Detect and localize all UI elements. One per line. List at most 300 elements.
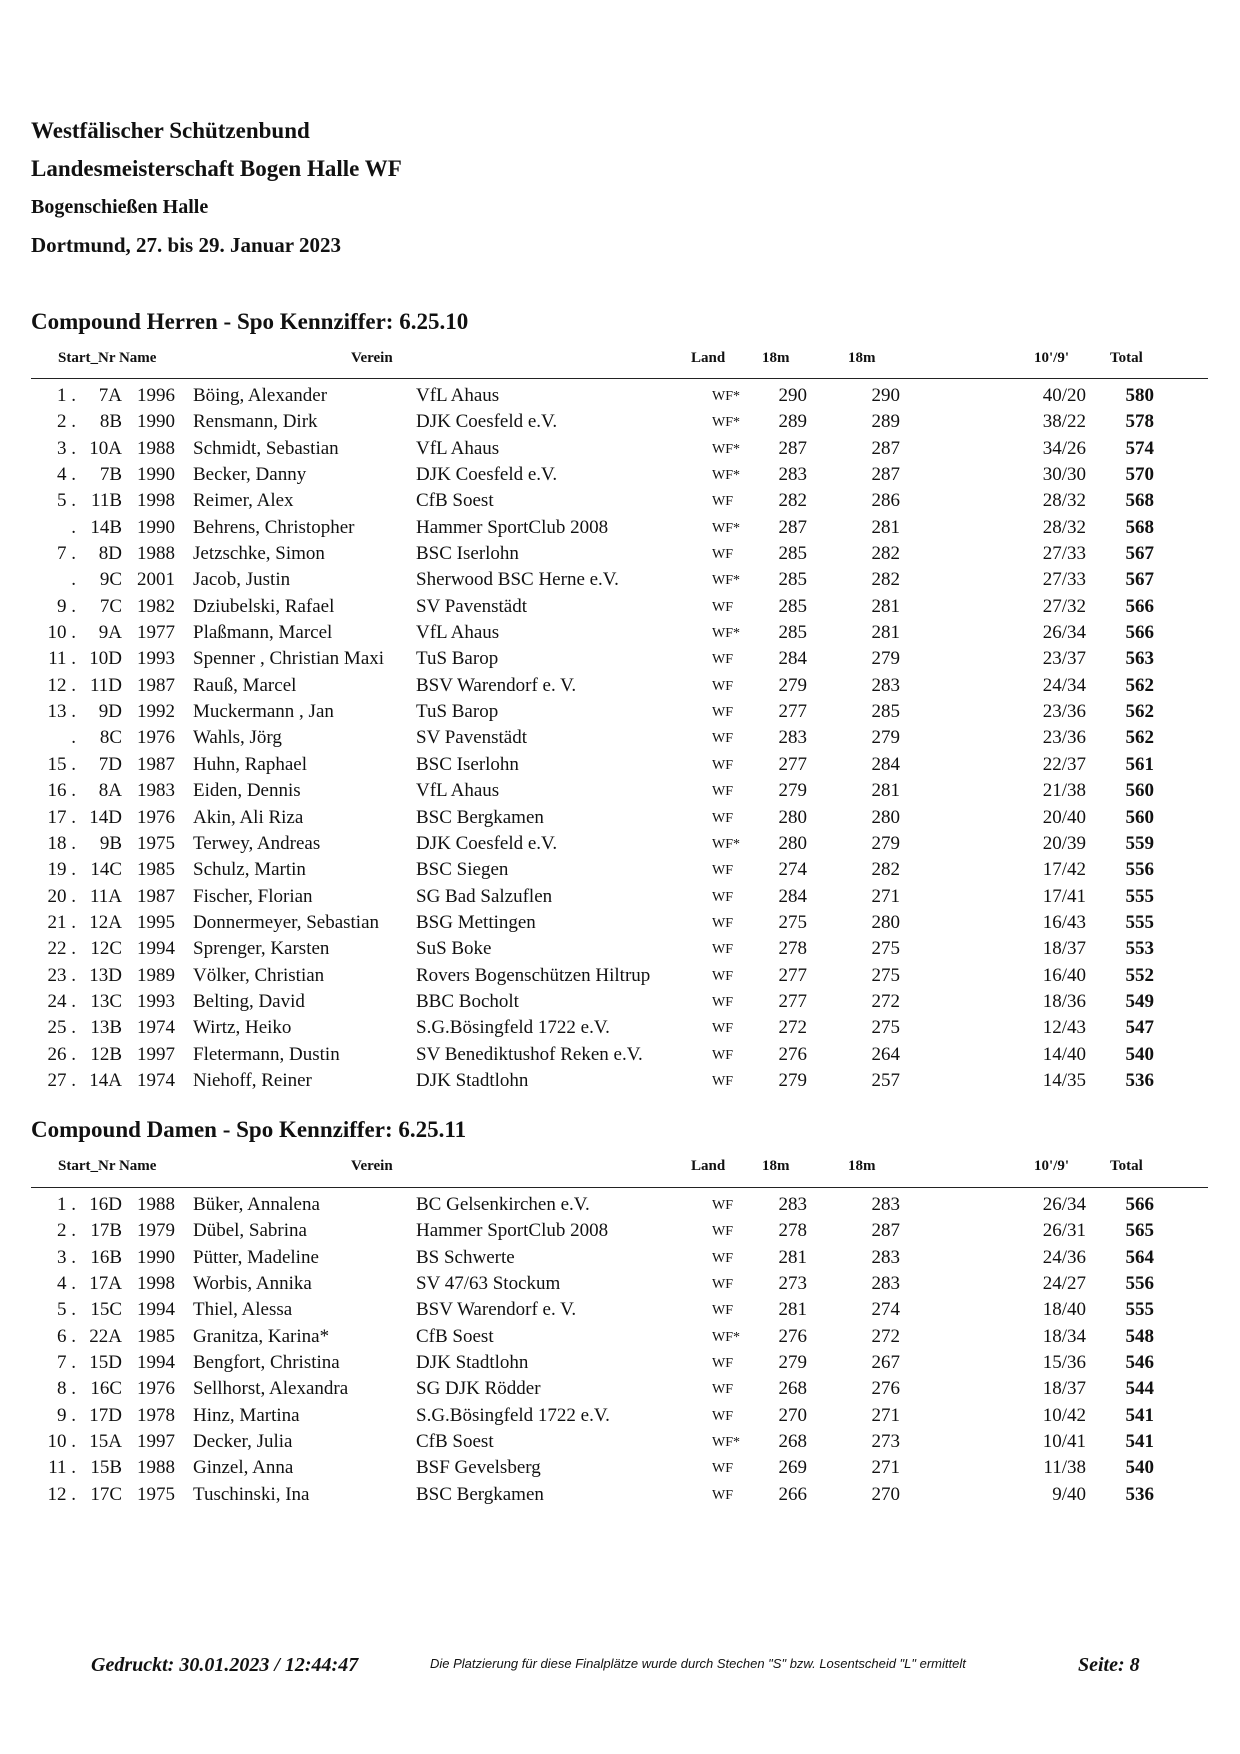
tiebreak-cell: 27/33: [1042, 569, 1086, 591]
land-cell: WF: [712, 547, 733, 563]
start-number-cell: 8B: [99, 411, 122, 433]
start-number-cell: 17B: [90, 1220, 122, 1242]
federation-title: Westfälischer Schützenbund: [31, 118, 310, 143]
round2-score-cell: 264: [871, 1043, 900, 1065]
tiebreak-cell: 18/37: [1042, 938, 1086, 960]
table-row: [0, 383, 1240, 409]
place-cell: .: [71, 569, 76, 591]
place-cell: 2 .: [57, 1220, 76, 1242]
start-number-cell: 9C: [99, 569, 122, 591]
round2-score-cell: 257: [871, 1069, 900, 1091]
club-cell: BSC Iserlohn: [416, 543, 519, 565]
start-number-cell: 17D: [89, 1404, 122, 1426]
table-row: [0, 936, 1240, 962]
round1-score-cell: 277: [778, 701, 807, 723]
athlete-name-cell: Fletermann, Dustin: [193, 1043, 340, 1065]
round1-score-cell: 272: [778, 1017, 807, 1039]
round1-score-cell: 280: [778, 806, 807, 828]
round2-score-cell: 280: [871, 806, 900, 828]
land-cell: WF: [712, 1487, 733, 1503]
total-score-cell: 567: [1125, 569, 1154, 591]
birth-year-cell: 1976: [137, 1378, 175, 1400]
col-land: Land: [691, 350, 726, 366]
place-cell: 2 .: [57, 411, 76, 433]
total-score-cell: 560: [1125, 806, 1154, 828]
place-cell: 4 .: [57, 464, 76, 486]
round2-score-cell: 283: [871, 674, 900, 696]
header-rule-damen: [31, 1187, 1208, 1188]
land-cell: WF: [712, 1461, 733, 1477]
land-cell: WF*: [712, 389, 740, 404]
round1-score-cell: 283: [778, 464, 807, 486]
athlete-name-cell: Rensmann, Dirk: [193, 411, 318, 433]
athlete-name-cell: Thiel, Alessa: [193, 1299, 293, 1321]
land-cell: WF*: [712, 573, 740, 589]
start-number-cell: 14D: [89, 806, 122, 828]
column-header-damen: [0, 1158, 1240, 1178]
club-cell: S.G.Bösingfeld 1722 e.V.: [416, 1017, 610, 1039]
birth-year-cell: 1989: [137, 964, 175, 986]
club-cell: VfL Ahaus: [416, 385, 500, 406]
athlete-name-cell: Völker, Christian: [193, 964, 325, 986]
total-score-cell: 552: [1125, 964, 1154, 986]
land-cell: WF: [712, 678, 733, 694]
total-score-cell: 556: [1125, 1273, 1154, 1295]
place-cell: 3 .: [57, 437, 76, 459]
table-row: [0, 699, 1240, 725]
total-score-cell: 540: [1125, 1457, 1154, 1479]
table-row: [0, 1068, 1240, 1094]
athlete-name-cell: Dziubelski, Rafael: [193, 595, 335, 617]
club-cell: BS Schwerte: [416, 1246, 515, 1268]
place-cell: 10 .: [47, 1431, 76, 1453]
tiebreak-cell: 12/43: [1042, 1017, 1086, 1039]
start-number-cell: 9B: [99, 832, 122, 854]
athlete-name-cell: Wirtz, Heiko: [193, 1017, 292, 1039]
place-cell: 12 .: [47, 1483, 76, 1505]
tiebreak-cell: 17/41: [1042, 885, 1086, 907]
tiebreak-cell: 27/33: [1042, 543, 1086, 565]
land-cell: WF*: [712, 1435, 740, 1451]
birth-year-cell: 1988: [137, 543, 175, 565]
total-score-cell: 547: [1125, 1017, 1154, 1039]
total-score-cell: 540: [1125, 1043, 1154, 1065]
athlete-name-cell: Donnermeyer, Sebastian: [193, 911, 380, 933]
table-row: [0, 1192, 1240, 1218]
birth-year-cell: 1987: [137, 885, 175, 907]
tiebreak-cell: 14/40: [1042, 1043, 1086, 1065]
round1-score-cell: 279: [778, 674, 807, 696]
athlete-name-cell: Fischer, Florian: [193, 885, 313, 907]
section-title-damen: Compound Damen - Spo Kennziffer: 6.25.11: [31, 1117, 467, 1142]
round2-score-cell: 273: [871, 1431, 900, 1453]
place-cell: 9 .: [57, 595, 76, 617]
tiebreak-cell: 18/36: [1042, 990, 1086, 1012]
round2-score-cell: 275: [871, 964, 900, 986]
round2-score-cell: 272: [871, 990, 900, 1012]
club-cell: DJK Stadtlohn: [416, 1069, 529, 1091]
table-row: [0, 409, 1240, 435]
table-row: [0, 989, 1240, 1015]
tiebreak-cell: 24/34: [1042, 674, 1086, 696]
place-cell: 7 .: [57, 543, 76, 565]
club-cell: DJK Coesfeld e.V.: [416, 411, 558, 433]
club-cell: BBC Bocholt: [416, 990, 519, 1012]
club-cell: VfL Ahaus: [416, 780, 500, 802]
start-number-cell: 12A: [89, 911, 122, 933]
table-row: [0, 963, 1240, 989]
athlete-name-cell: Jetzschke, Simon: [193, 543, 325, 565]
birth-year-cell: 1993: [137, 990, 175, 1012]
total-score-cell: 568: [1125, 516, 1154, 538]
total-score-cell: 566: [1125, 595, 1154, 617]
athlete-name-cell: Sellhorst, Alexandra: [193, 1378, 349, 1400]
round2-score-cell: 289: [871, 411, 900, 433]
round2-score-cell: 281: [871, 595, 900, 617]
tiebreak-cell: 24/36: [1042, 1246, 1086, 1268]
round2-score-cell: 281: [871, 780, 900, 802]
athlete-name-cell: Terwey, Andreas: [193, 832, 321, 854]
start-number-cell: 7A: [98, 385, 122, 406]
land-cell: WF: [712, 731, 733, 747]
athlete-name-cell: Bengfort, Christina: [193, 1352, 340, 1374]
table-row: [0, 488, 1240, 514]
start-number-cell: 12C: [90, 938, 122, 960]
club-cell: VfL Ahaus: [416, 622, 500, 644]
tiebreak-cell: 15/36: [1042, 1352, 1086, 1374]
birth-year-cell: 1998: [137, 490, 175, 512]
table-row: [0, 1015, 1240, 1041]
athlete-name-cell: Wahls, Jörg: [193, 727, 282, 749]
results-table-herren: [0, 383, 1240, 1094]
place-cell: 9 .: [57, 1404, 76, 1426]
round1-score-cell: 274: [778, 859, 807, 881]
birth-year-cell: 1982: [137, 595, 175, 617]
total-score-cell: 574: [1125, 437, 1154, 459]
start-number-cell: 8A: [98, 780, 122, 802]
place-cell: 1 .: [57, 385, 76, 406]
total-score-cell: 562: [1125, 701, 1154, 723]
total-score-cell: 555: [1125, 885, 1154, 907]
round2-score-cell: 279: [871, 648, 900, 670]
land-cell: WF: [712, 1224, 733, 1240]
total-score-cell: 566: [1125, 1194, 1154, 1215]
land-cell: WF: [712, 915, 733, 931]
club-cell: BSC Bergkamen: [416, 806, 544, 828]
club-cell: BSC Siegen: [416, 859, 509, 881]
birth-year-cell: 1994: [137, 938, 175, 960]
table-row: [0, 1324, 1240, 1350]
table-row: [0, 910, 1240, 936]
total-score-cell: 559: [1125, 832, 1154, 854]
table-row: [0, 1271, 1240, 1297]
tiebreak-cell: 18/37: [1042, 1378, 1086, 1400]
place-cell: .: [71, 727, 76, 749]
col-round2: 18m: [848, 350, 876, 366]
birth-year-cell: 1997: [137, 1431, 175, 1453]
athlete-name-cell: Eiden, Dennis: [193, 780, 301, 802]
round2-score-cell: 271: [871, 885, 900, 907]
birth-year-cell: 1992: [137, 701, 175, 723]
tiebreak-cell: 30/30: [1042, 464, 1086, 486]
table-row: [0, 725, 1240, 751]
place-cell: 26 .: [47, 1043, 76, 1065]
athlete-name-cell: Tuschinski, Ina: [193, 1483, 310, 1505]
table-row: [0, 1218, 1240, 1244]
birth-year-cell: 1990: [137, 1246, 175, 1268]
round1-score-cell: 275: [778, 911, 807, 933]
round1-score-cell: 266: [778, 1483, 807, 1505]
athlete-name-cell: Schmidt, Sebastian: [193, 437, 339, 459]
birth-year-cell: 1977: [137, 622, 175, 644]
round1-score-cell: 289: [778, 411, 807, 433]
table-row: [0, 884, 1240, 910]
athlete-name-cell: Akin, Ali Riza: [193, 806, 304, 828]
table-row: [0, 594, 1240, 620]
place-cell: 18 .: [47, 832, 76, 854]
birth-year-cell: 1983: [137, 780, 175, 802]
table-row: [0, 567, 1240, 593]
birth-year-cell: 1990: [137, 516, 175, 538]
table-row: [0, 462, 1240, 488]
athlete-name-cell: Hinz, Martina: [193, 1404, 300, 1426]
birth-year-cell: 1979: [137, 1220, 175, 1242]
start-number-cell: 15B: [90, 1457, 122, 1479]
start-number-cell: 14C: [90, 859, 122, 881]
land-cell: WF*: [712, 415, 740, 431]
land-cell: WF: [712, 942, 733, 958]
start-number-cell: 15A: [89, 1431, 122, 1453]
land-cell: WF: [712, 863, 733, 879]
round1-score-cell: 285: [778, 569, 807, 591]
round2-score-cell: 276: [871, 1378, 900, 1400]
land-cell: WF: [712, 494, 733, 510]
start-number-cell: 8D: [98, 543, 122, 565]
round1-score-cell: 277: [778, 964, 807, 986]
club-cell: BSC Iserlohn: [416, 753, 519, 775]
page-footer: [0, 1654, 1240, 1684]
round2-score-cell: 274: [871, 1299, 900, 1321]
table-row: [0, 620, 1240, 646]
club-cell: BSG Mettingen: [416, 911, 536, 933]
round2-score-cell: 283: [871, 1194, 900, 1215]
total-score-cell: 563: [1125, 648, 1154, 670]
tiebreak-cell: 17/42: [1042, 859, 1086, 881]
start-number-cell: 17C: [90, 1483, 122, 1505]
start-number-cell: 10D: [89, 648, 122, 670]
birth-year-cell: 1976: [137, 727, 175, 749]
tiebreak-cell: 16/40: [1042, 964, 1086, 986]
place-cell: 8 .: [57, 1378, 76, 1400]
round1-score-cell: 284: [778, 885, 807, 907]
table-row: [0, 1042, 1240, 1068]
total-score-cell: 561: [1125, 753, 1154, 775]
athlete-name-cell: Ginzel, Anna: [193, 1457, 294, 1479]
place-cell: 11 .: [48, 1457, 76, 1479]
round1-score-cell: 279: [778, 1069, 807, 1091]
table-row: [0, 1245, 1240, 1271]
athlete-name-cell: Sprenger, Karsten: [193, 938, 330, 960]
athlete-name-cell: Rauß, Marcel: [193, 674, 297, 696]
total-score-cell: 560: [1125, 780, 1154, 802]
club-cell: DJK Coesfeld e.V.: [416, 464, 558, 486]
round1-score-cell: 283: [778, 1194, 807, 1215]
land-cell: WF: [712, 1408, 733, 1424]
club-cell: CfB Soest: [416, 1431, 494, 1453]
land-cell: WF: [712, 1250, 733, 1266]
col-land: Land: [691, 1158, 726, 1174]
land-cell: WF: [712, 968, 733, 984]
place-cell: 7 .: [57, 1352, 76, 1374]
header-rule-herren: [31, 378, 1208, 379]
round2-score-cell: 284: [871, 753, 900, 775]
tiebreak-cell: 23/36: [1042, 727, 1086, 749]
start-number-cell: 14B: [90, 516, 122, 538]
round1-score-cell: 277: [778, 753, 807, 775]
tiebreak-cell: 18/34: [1042, 1325, 1086, 1347]
birth-year-cell: 1974: [137, 1017, 175, 1039]
athlete-name-cell: Becker, Danny: [193, 464, 307, 486]
printed-timestamp: Gedruckt: 30.01.2023 / 12:44:47: [91, 1654, 359, 1676]
tiebreak-cell: 23/37: [1042, 648, 1086, 670]
page-number: Seite: 8: [1078, 1654, 1140, 1676]
total-score-cell: 556: [1125, 859, 1154, 881]
start-number-cell: 16D: [89, 1194, 122, 1215]
athlete-name-cell: Huhn, Raphael: [193, 753, 307, 775]
place-cell: 19 .: [47, 859, 76, 881]
col-total: Total: [1110, 350, 1143, 366]
total-score-cell: 570: [1125, 464, 1154, 486]
round2-score-cell: 280: [871, 911, 900, 933]
place-cell: 1 .: [57, 1194, 76, 1215]
total-score-cell: 541: [1125, 1431, 1154, 1453]
birth-year-cell: 1990: [137, 411, 175, 433]
round1-score-cell: 285: [778, 595, 807, 617]
tiebreak-cell: 34/26: [1042, 437, 1086, 459]
round1-score-cell: 283: [778, 727, 807, 749]
birth-year-cell: 1985: [137, 859, 175, 881]
col-round1: 18m: [762, 350, 790, 366]
birth-year-cell: 1994: [137, 1299, 175, 1321]
start-number-cell: 14A: [89, 1069, 122, 1091]
club-cell: DJK Coesfeld e.V.: [416, 832, 558, 854]
athlete-name-cell: Plaßmann, Marcel: [193, 622, 333, 644]
place-cell: 16 .: [47, 780, 76, 802]
land-cell: WF: [712, 1277, 733, 1293]
table-row: [0, 1482, 1240, 1508]
club-cell: BSF Gevelsberg: [416, 1457, 541, 1479]
birth-year-cell: 1985: [137, 1325, 175, 1347]
land-cell: WF*: [712, 1329, 740, 1345]
athlete-name-cell: Granitza, Karina*: [193, 1325, 330, 1347]
total-score-cell: 578: [1125, 411, 1154, 433]
athlete-name-cell: Muckermann , Jan: [193, 701, 334, 723]
col-start-name: Start_Nr Name: [58, 350, 157, 366]
club-cell: SG DJK Rödder: [416, 1378, 541, 1400]
footer-note: Die Platzierung für diese Finalplätze wurde durch Stechen "S" bzw. Losentscheid "L" ermittelt: [430, 1656, 966, 1671]
birth-year-cell: 1998: [137, 1273, 175, 1295]
tiebreak-cell: 26/34: [1042, 622, 1086, 644]
round1-score-cell: 281: [778, 1246, 807, 1268]
table-row: [0, 673, 1240, 699]
place-cell: 22 .: [47, 938, 76, 960]
place-cell: 12 .: [47, 674, 76, 696]
athlete-name-cell: Niehoff, Reiner: [193, 1069, 312, 1091]
round1-score-cell: 290: [778, 385, 807, 406]
col-round2: 18m: [848, 1158, 876, 1174]
club-cell: S.G.Bösingfeld 1722 e.V.: [416, 1404, 610, 1426]
round2-score-cell: 287: [871, 464, 900, 486]
land-cell: WF: [712, 810, 733, 826]
club-cell: CfB Soest: [416, 1325, 494, 1347]
table-row: [0, 805, 1240, 831]
birth-year-cell: 1976: [137, 806, 175, 828]
round2-score-cell: 270: [871, 1483, 900, 1505]
start-number-cell: 11D: [89, 674, 122, 696]
tiebreak-cell: 26/34: [1042, 1194, 1086, 1215]
club-cell: SV Pavenstädt: [416, 595, 528, 617]
land-cell: WF: [712, 1073, 733, 1089]
round1-score-cell: 280: [778, 832, 807, 854]
col-total: Total: [1110, 1158, 1143, 1174]
place-cell: 20 .: [47, 885, 76, 907]
land-cell: WF: [712, 994, 733, 1010]
land-cell: WF: [712, 784, 733, 800]
club-cell: SuS Boke: [416, 938, 492, 960]
place-cell: 17 .: [47, 806, 76, 828]
club-cell: BC Gelsenkirchen e.V.: [416, 1194, 590, 1215]
club-cell: BSV Warendorf e. V.: [416, 674, 577, 696]
total-score-cell: 562: [1125, 727, 1154, 749]
place-cell: 23 .: [47, 964, 76, 986]
start-number-cell: 15C: [90, 1299, 122, 1321]
place-cell: 6 .: [57, 1325, 76, 1347]
land-cell: WF*: [712, 626, 740, 642]
round1-score-cell: 268: [778, 1431, 807, 1453]
tiebreak-cell: 23/36: [1042, 701, 1086, 723]
total-score-cell: 566: [1125, 622, 1154, 644]
tiebreak-cell: 28/32: [1042, 490, 1086, 512]
total-score-cell: 565: [1125, 1220, 1154, 1242]
land-cell: WF: [712, 1021, 733, 1037]
club-cell: Sherwood BSC Herne e.V.: [416, 569, 619, 591]
total-score-cell: 544: [1125, 1378, 1154, 1400]
club-cell: SV Pavenstädt: [416, 727, 528, 749]
total-score-cell: 536: [1125, 1069, 1154, 1091]
tiebreak-cell: 27/32: [1042, 595, 1086, 617]
birth-year-cell: 1997: [137, 1043, 175, 1065]
total-score-cell: 580: [1125, 385, 1154, 406]
place-cell: 15 .: [47, 753, 76, 775]
birth-year-cell: 1975: [137, 832, 175, 854]
land-cell: WF: [712, 1382, 733, 1398]
athlete-name-cell: Worbis, Annika: [193, 1273, 312, 1295]
discipline-title: Bogenschießen Halle: [31, 196, 209, 218]
round1-score-cell: 278: [778, 1220, 807, 1242]
land-cell: WF: [712, 889, 733, 905]
table-row: [0, 646, 1240, 672]
total-score-cell: 546: [1125, 1352, 1154, 1374]
tiebreak-cell: 40/20: [1042, 385, 1086, 406]
start-number-cell: 9A: [98, 622, 122, 644]
total-score-cell: 549: [1125, 990, 1154, 1012]
land-cell: WF: [712, 1356, 733, 1372]
birth-year-cell: 1974: [137, 1069, 175, 1091]
athlete-name-cell: Belting, David: [193, 990, 305, 1012]
round1-score-cell: 279: [778, 1352, 807, 1374]
club-cell: TuS Barop: [416, 701, 499, 723]
start-number-cell: 13B: [90, 1017, 122, 1039]
